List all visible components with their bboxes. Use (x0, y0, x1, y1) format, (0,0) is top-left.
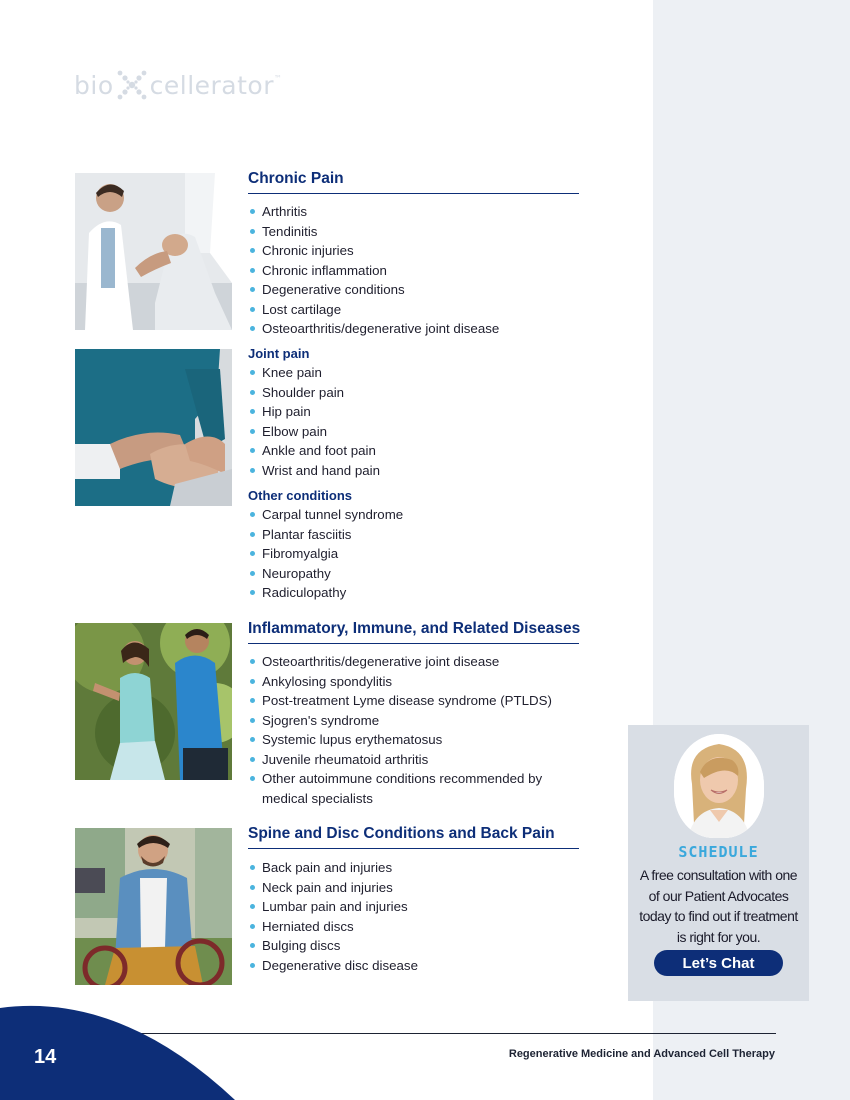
list-item: Knee pain (248, 363, 588, 383)
list-item: Wrist and hand pain (248, 461, 588, 481)
couple-running-photo (75, 623, 232, 780)
list-item: Other autoimmune conditions recommended by medical specialists (248, 769, 552, 808)
list-item: Tendinitis (248, 222, 588, 242)
subhead-joint-pain: Joint pain (248, 346, 310, 361)
chronic-pain-list (248, 202, 588, 339)
other-conditions-list (248, 505, 588, 603)
list-item: Chronic inflammation (248, 261, 588, 281)
logo-text-bio: bio (74, 70, 114, 100)
list-item: Chronic injuries (248, 241, 588, 261)
list-item: Hip pain (248, 402, 588, 422)
list-item: Plantar fasciitis (248, 525, 588, 545)
list-item: Fibromyalgia (248, 544, 588, 564)
joint-pain-list (248, 363, 588, 480)
lets-chat-button[interactable]: Let’s Chat (654, 950, 783, 976)
list-item: Arthritis (248, 202, 588, 222)
logo-trademark: ™ (274, 74, 283, 83)
list-item: Lumbar pain and injuries (248, 897, 588, 917)
list-item: Herniated discs (248, 917, 588, 937)
section-title-chronic-pain: Chronic Pain (248, 170, 579, 194)
list-item: Radiculopathy (248, 583, 588, 603)
section-title-inflammatory: Inflammatory, Immune, and Related Diseases (248, 620, 579, 644)
patient-advocate-avatar (674, 734, 764, 838)
list-item: Bulging discs (248, 936, 588, 956)
list-item: Osteoarthritis/degenerative joint disease (248, 652, 568, 672)
spine-list (248, 858, 588, 975)
list-item: Degenerative disc disease (248, 956, 588, 976)
list-item: Neck pain and injuries (248, 878, 588, 898)
subhead-other-conditions: Other conditions (248, 488, 352, 503)
inflammatory-list (248, 652, 568, 808)
doctor-exam-photo (75, 173, 232, 330)
section-title-spine: Spine and Disc Conditions and Back Pain (248, 825, 579, 849)
list-item: Carpal tunnel syndrome (248, 505, 588, 525)
schedule-heading: SCHEDULE (678, 843, 759, 861)
promo-description: A free consultation with one of our Patient Advocates today to find out if treatment is right for you. (639, 867, 798, 945)
wrist-exam-photo (75, 349, 232, 506)
page-number: 14 (34, 1046, 57, 1068)
list-item: Sjogren's syndrome (248, 711, 568, 731)
list-item: Shoulder pain (248, 383, 588, 403)
list-item: Osteoarthritis/degenerative joint disease (248, 319, 588, 339)
list-item: Lost cartilage (248, 300, 588, 320)
wheelchair-man-photo (75, 828, 232, 985)
list-item: Back pain and injuries (248, 858, 588, 878)
logo-x-mark-icon (115, 68, 149, 102)
footer-title: Regenerative Medicine and Advanced Cell Therapy (508, 1048, 775, 1060)
list-item: Neuropathy (248, 564, 588, 584)
list-item: Systemic lupus erythematosus (248, 730, 568, 750)
logo-text-cellerator: cellerator (149, 70, 274, 100)
list-item: Elbow pain (248, 422, 588, 442)
list-item: Ankle and foot pain (248, 441, 588, 461)
list-item: Degenerative conditions (248, 280, 588, 300)
list-item: Ankylosing spondylitis (248, 672, 568, 692)
consultation-promo-card (628, 725, 809, 1001)
list-item: Juvenile rheumatoid arthritis (248, 750, 568, 770)
biocellerator-logo (74, 68, 283, 102)
list-item: Post-treatment Lyme disease syndrome (PTLDS) (248, 691, 568, 711)
